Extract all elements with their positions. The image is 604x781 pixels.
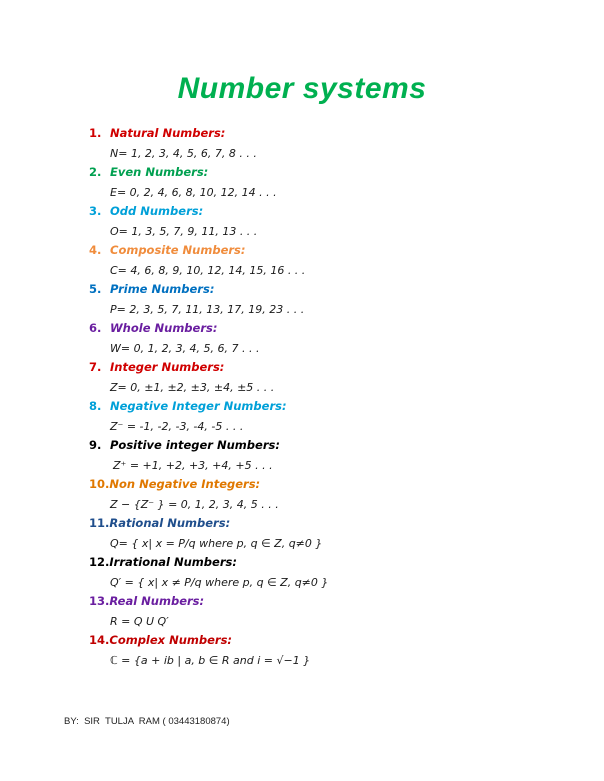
item-value: C= 4, 6, 8, 9, 10, 12, 14, 15, 16 . . .: [110, 263, 306, 277]
item-heading: [89, 124, 569, 144]
item-value: Q= { x| x = P/q where p, q ∈ Z, q≠0 }: [110, 536, 323, 550]
item-heading: [89, 436, 569, 456]
page-title: Number systems: [177, 72, 427, 105]
item-heading: [89, 163, 569, 183]
item-value: Z⁺ = +1, +2, +3, +4, +5 . . .: [113, 458, 273, 472]
item-heading: [89, 397, 569, 417]
item-number: 13.: [89, 594, 110, 608]
list-item: [89, 241, 569, 280]
item-value: Z⁻ = -1, -2, -3, -4, -5 . . .: [110, 419, 244, 433]
item-value: O= 1, 3, 5, 7, 9, 11, 13 . . .: [110, 224, 258, 238]
item-number: 8.: [89, 399, 102, 413]
item-value: R = Q U Q′: [110, 614, 169, 628]
item-label: Rational Numbers:: [109, 516, 231, 530]
item-value: E= 0, 2, 4, 6, 8, 10, 12, 14 . . .: [110, 185, 277, 199]
item-label: Real Numbers:: [109, 594, 205, 608]
item-label: Prime Numbers:: [110, 282, 215, 296]
item-number: 7.: [89, 360, 102, 374]
item-heading: [89, 319, 569, 339]
list-item: [89, 163, 569, 202]
list-item: [89, 358, 569, 397]
item-number: 14.: [89, 633, 110, 647]
item-value: ℂ = {a + ib | a, b ∈ R and i = √−1 }: [110, 653, 311, 667]
list-item: [89, 124, 569, 163]
list-item: [89, 475, 569, 514]
item-value: N= 1, 2, 3, 4, 5, 6, 7, 8 . . .: [110, 146, 257, 160]
item-number: 5.: [89, 282, 102, 296]
item-label: Positive integer Numbers:: [110, 438, 280, 452]
item-heading: [89, 514, 569, 534]
list-item: [89, 553, 569, 592]
item-label: Natural Numbers:: [110, 126, 226, 140]
item-label: Odd Numbers:: [110, 204, 204, 218]
list-item: [89, 397, 569, 436]
item-number: 6.: [89, 321, 102, 335]
item-label: Irrational Numbers:: [109, 555, 237, 569]
item-number: 3.: [89, 204, 102, 218]
item-number: 4.: [89, 243, 102, 257]
item-number: 2.: [89, 165, 102, 179]
list-item: [89, 436, 569, 475]
item-heading: [89, 475, 569, 495]
item-number: 11.: [89, 516, 110, 530]
item-value: P= 2, 3, 5, 7, 11, 13, 17, 19, 23 . . .: [110, 302, 305, 316]
item-heading: [89, 202, 569, 222]
item-label: Composite Numbers:: [110, 243, 246, 257]
item-label: Whole Numbers:: [110, 321, 218, 335]
list-item: [89, 592, 569, 631]
item-label: Non Negative Integers:: [109, 477, 261, 491]
item-label: Even Numbers:: [110, 165, 209, 179]
item-value: Q′ = { x| x ≠ P/q where p, q ∈ Z, q≠0 }: [110, 575, 329, 589]
number-systems-list: [89, 124, 569, 670]
item-label: Integer Numbers:: [110, 360, 225, 374]
item-number: 12.: [89, 555, 110, 569]
item-heading: [89, 358, 569, 378]
list-item: [89, 631, 569, 670]
author-footer: BY: SIR TULJA RAM ( 03443180874): [64, 716, 230, 727]
item-label: Complex Numbers:: [109, 633, 233, 647]
list-item: [89, 514, 569, 553]
item-heading: [89, 553, 569, 573]
item-heading: [89, 631, 569, 651]
item-value: Z= 0, ±1, ±2, ±3, ±4, ±5 . . .: [110, 380, 275, 394]
item-number: 9.: [89, 438, 102, 452]
item-heading: [89, 280, 569, 300]
item-value: Z − {Z⁻ } = 0, 1, 2, 3, 4, 5 . . .: [110, 497, 279, 511]
item-number: 1.: [89, 126, 102, 140]
list-item: [89, 202, 569, 241]
list-item: [89, 319, 569, 358]
item-value: W= 0, 1, 2, 3, 4, 5, 6, 7 . . .: [110, 341, 260, 355]
list-item: [89, 280, 569, 319]
item-heading: [89, 241, 569, 261]
item-number: 10.: [89, 477, 110, 491]
item-heading: [89, 592, 569, 612]
item-label: Negative Integer Numbers:: [110, 399, 287, 413]
